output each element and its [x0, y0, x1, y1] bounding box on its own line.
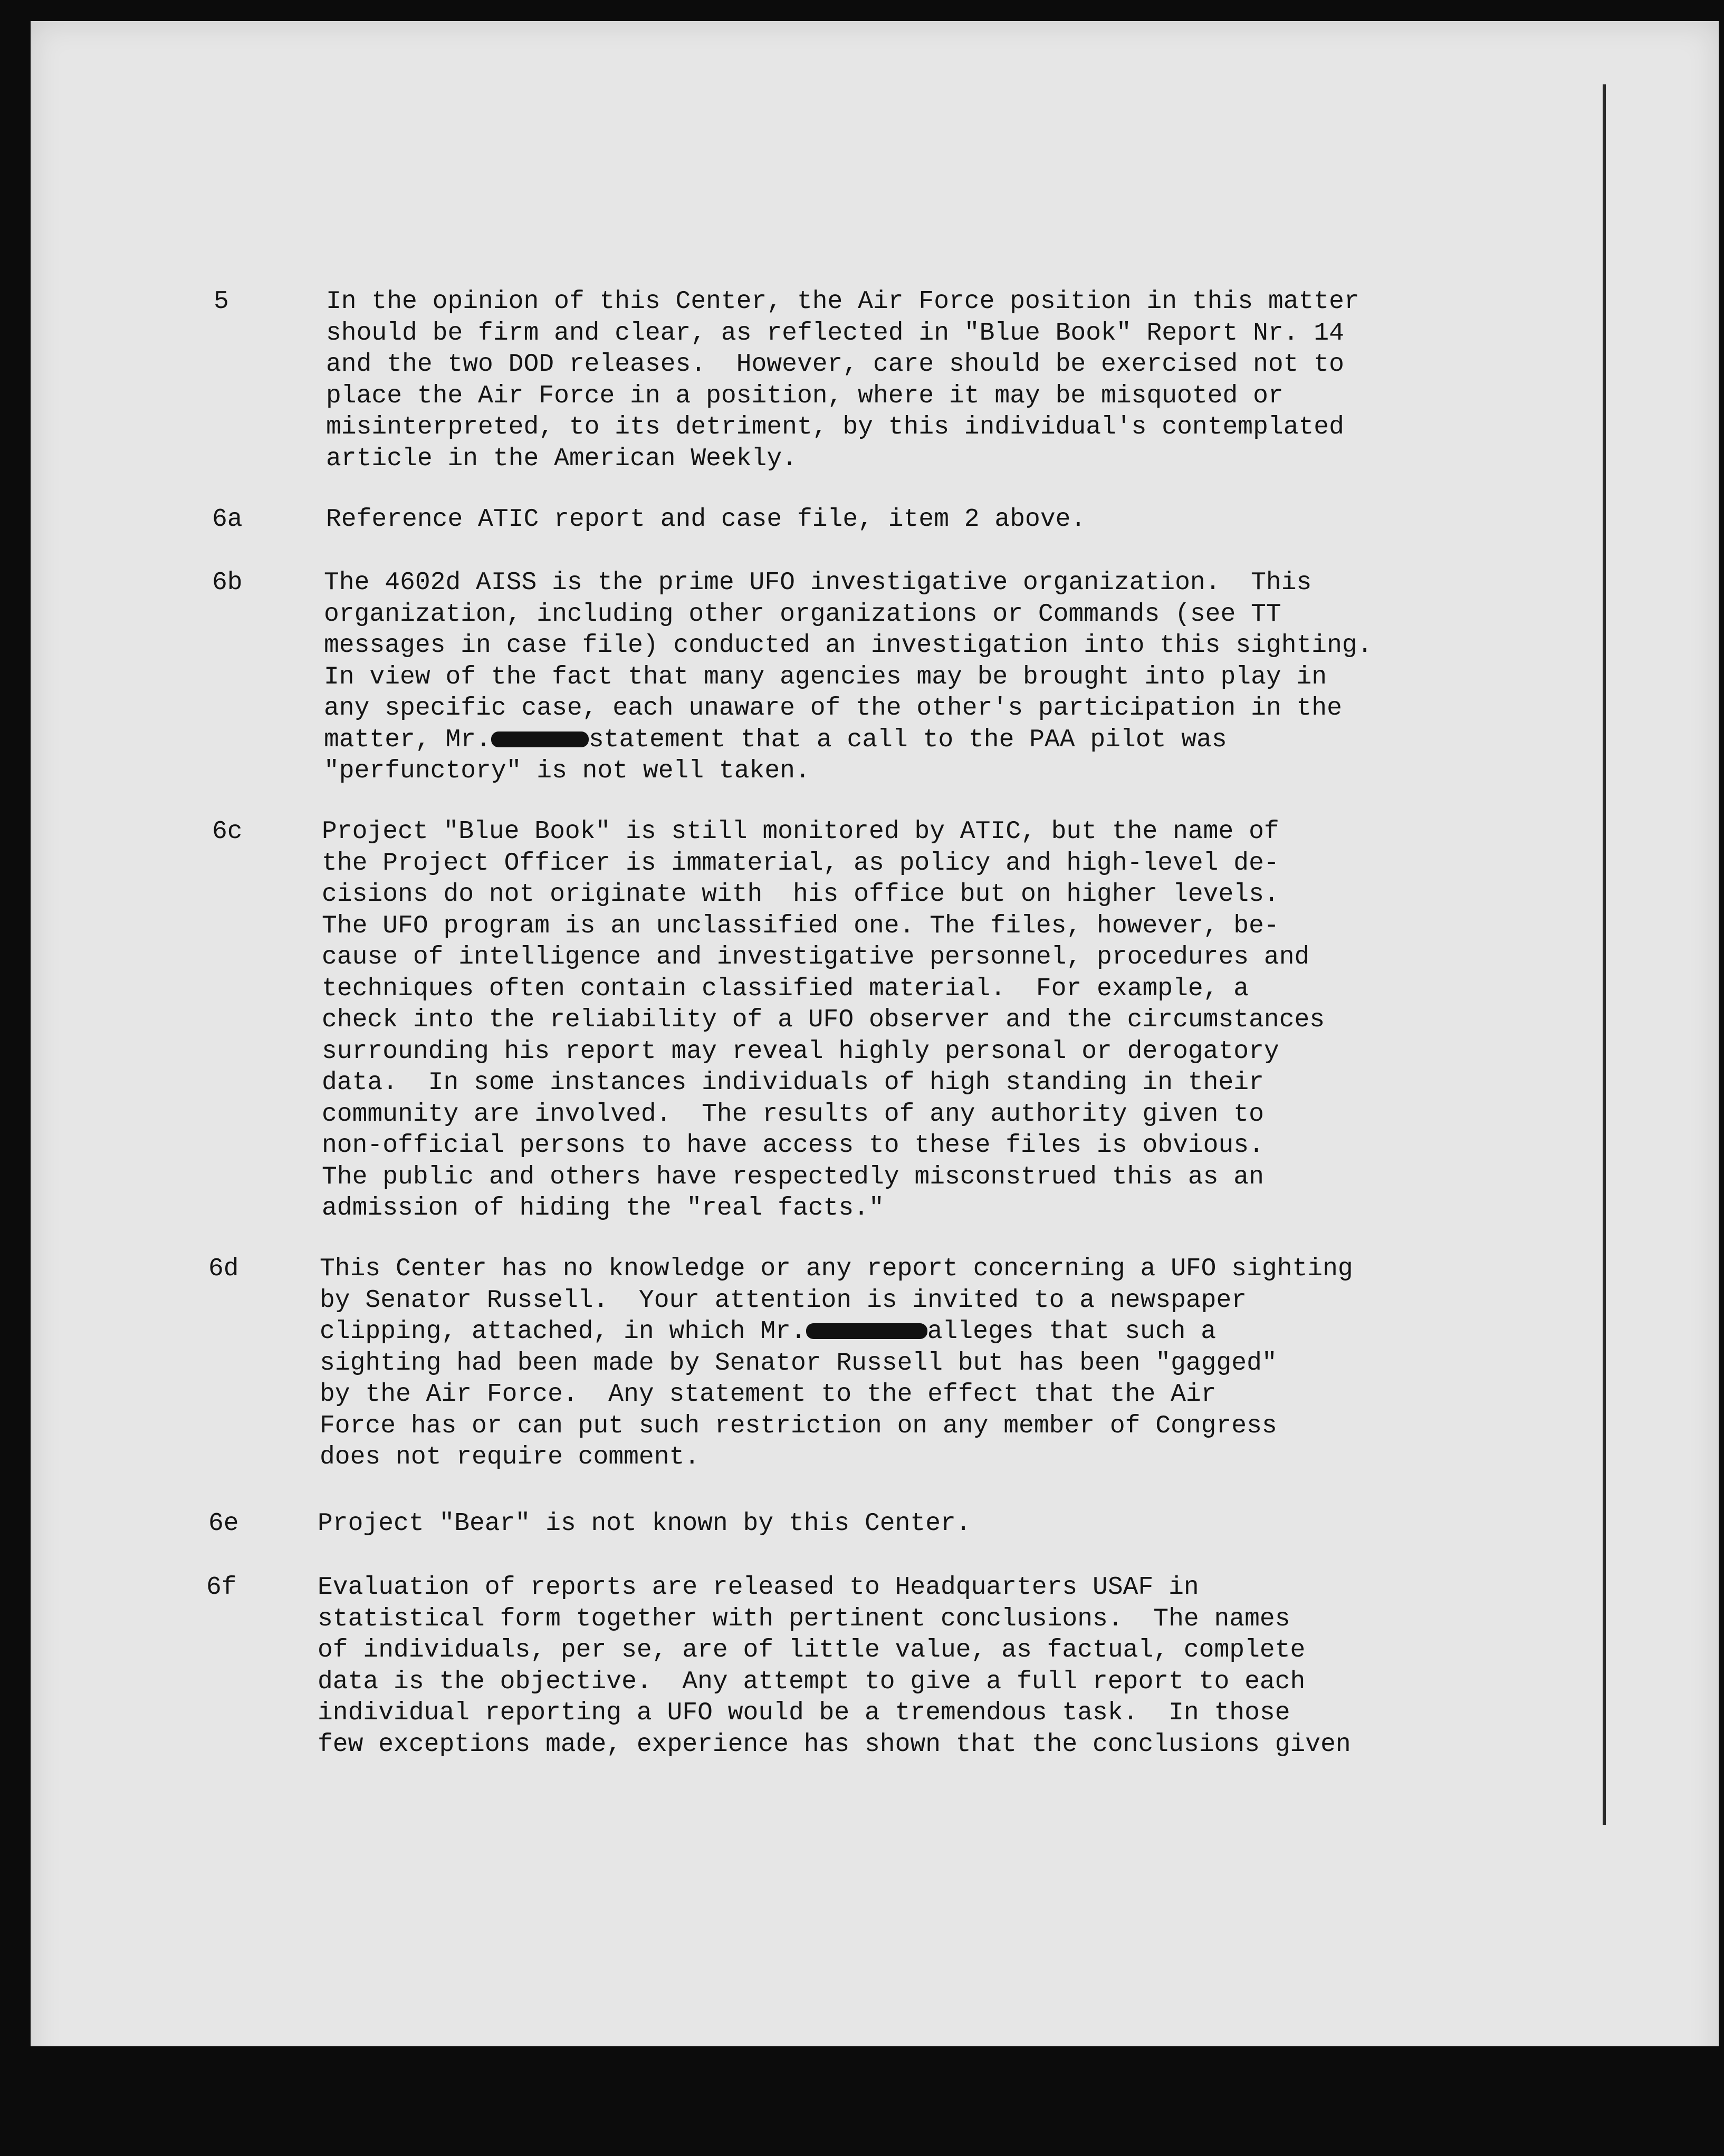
text-segment: clipping, attached, in which Mr.	[320, 1317, 806, 1346]
text-line: Project "Blue Book" is still monitored by ATIC, but the name of	[322, 817, 1279, 846]
redaction-mark	[806, 1323, 927, 1339]
text-line: any specific case, each unaware of the other's participation in the	[324, 694, 1342, 723]
text-line: article in the American Weekly.	[326, 444, 797, 473]
text-segment: alleges that such a	[927, 1317, 1217, 1346]
paragraph-label: 5	[214, 287, 229, 316]
paragraph-label: 6a	[212, 505, 243, 534]
text-line: check into the reliability of a UFO observer and the circumstances	[322, 1006, 1325, 1034]
redaction-mark	[491, 732, 589, 747]
text-line: cisions do not originate with his office but on higher levels.	[322, 880, 1279, 909]
text-line: Reference ATIC report and case file, item 2 above.	[326, 505, 1086, 534]
text-line: Project "Bear" is not known by this Center.	[318, 1509, 971, 1538]
text-line: techniques often contain classified material. For example, a	[322, 974, 1249, 1003]
text-line: The public and others have respectedly misconstrued this as an	[322, 1162, 1264, 1191]
paragraph-label: 6e	[208, 1509, 239, 1538]
text-line: Force has or can put such restriction on any member of Congress	[320, 1411, 1277, 1440]
text-line-with-redaction	[324, 725, 1537, 756]
text-line: Evaluation of reports are released to Headquarters USAF in	[318, 1573, 1199, 1602]
text-line: organization, including other organizations or Commands (see TT	[324, 600, 1281, 629]
text-line: misinterpreted, to its detriment, by this individual's contemplated	[326, 413, 1344, 441]
page-edge-rule	[1603, 84, 1606, 1825]
text-line: "perfunctory" is not well taken.	[324, 757, 810, 785]
text-line: In the opinion of this Center, the Air Force position in this matter	[326, 287, 1359, 316]
text-line: individual reporting a UFO would be a tremendous task. In those	[318, 1699, 1290, 1727]
paragraph-label: 6b	[212, 569, 243, 597]
text-line: data. In some instances individuals of high standing in their	[322, 1069, 1264, 1097]
text-line: sighting had been made by Senator Russell but has been "gagged"	[320, 1349, 1277, 1378]
text-line: community are involved. The results of any authority given to	[322, 1100, 1264, 1129]
paragraph-label: 6f	[206, 1573, 237, 1602]
paragraph-label: 6d	[208, 1255, 239, 1283]
text-segment: statement that a call to the PAA pilot was	[588, 725, 1227, 754]
text-line: should be firm and clear, as reflected in "Blue Book" Report Nr. 14	[326, 319, 1344, 348]
text-line: admission of hiding the "real facts."	[322, 1194, 884, 1223]
text-line: The 4602d AISS is the prime UFO investigative organization. This	[324, 569, 1312, 597]
text-line: surrounding his report may reveal highly personal or derogatory	[322, 1037, 1279, 1066]
scan-border-bottom	[0, 2046, 1724, 2156]
text-line: This Center has no knowledge or any report concerning a UFO sighting	[320, 1255, 1353, 1283]
text-segment: matter, Mr.	[324, 725, 491, 754]
paragraph-label: 6c	[212, 817, 243, 846]
text-line-with-redaction	[320, 1316, 1533, 1348]
text-line: The UFO program is an unclassified one. The files, however, be-	[322, 911, 1279, 940]
text-line: place the Air Force in a position, where it may be misquoted or	[326, 381, 1284, 410]
text-line: and the two DOD releases. However, care should be exercised not to	[326, 350, 1344, 379]
text-line: cause of intelligence and investigative personnel, procedures and	[322, 943, 1310, 971]
text-line: of individuals, per se, are of little value, as factual, complete	[318, 1636, 1306, 1664]
text-line: by Senator Russell. Your attention is invited to a newspaper	[320, 1286, 1247, 1315]
text-line: few exceptions made, experience has shown that the conclusions given	[318, 1730, 1351, 1759]
text-line: messages in case file) conducted an investigation into this sighting.	[324, 631, 1373, 660]
text-line: does not require comment.	[320, 1443, 700, 1471]
text-line: by the Air Force. Any statement to the effect that the Air	[320, 1380, 1217, 1409]
text-line: data is the objective. Any attempt to give a full report to each	[318, 1667, 1306, 1696]
text-line: the Project Officer is immaterial, as policy and high-level de-	[322, 849, 1279, 878]
text-line: In view of the fact that many agencies may be brought into play in	[324, 662, 1327, 691]
text-line: non-official persons to have access to these files is obvious.	[322, 1131, 1264, 1160]
text-line: statistical form together with pertinent conclusions. The names	[318, 1604, 1290, 1633]
